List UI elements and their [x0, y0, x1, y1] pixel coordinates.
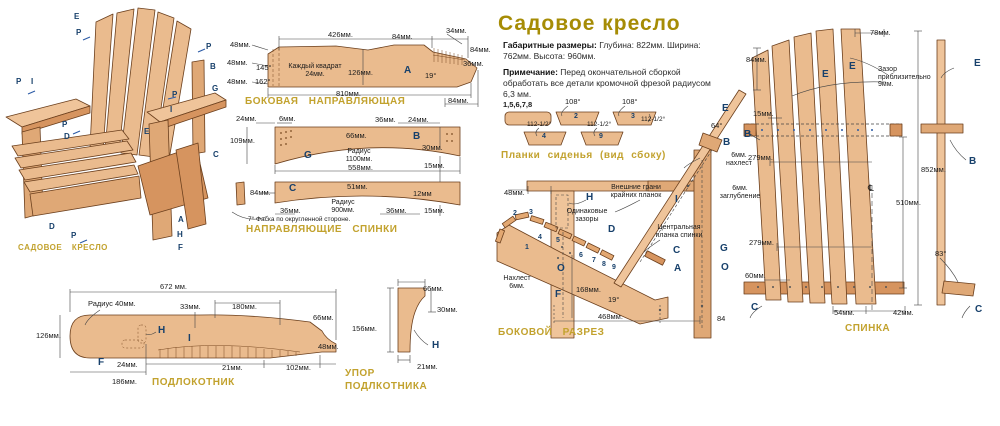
part-letter: I — [188, 333, 191, 344]
dim-label: 810мм. — [336, 89, 361, 98]
dim-label: 126мм. — [36, 331, 61, 340]
dim-label: 558мм. — [348, 163, 373, 172]
dim-label: 36мм. — [386, 206, 407, 215]
part-letter: C — [751, 302, 759, 313]
note: Центральная планка спинки — [655, 224, 703, 239]
dim-label: 51мм. — [347, 182, 368, 191]
dim-label: 156мм. — [352, 324, 377, 333]
part-letter: O — [557, 263, 565, 274]
note: 6мм. нахлест — [726, 152, 752, 167]
dims-text: Глубина: 822мм. Ширина: 762мм. Высота: 960мм. — [503, 40, 701, 61]
note: Одинаковые зазоры — [566, 208, 608, 223]
dim-label: 48мм. — [504, 188, 525, 197]
dim-label: 109мм. — [230, 136, 255, 145]
grid-note: Каждый квадрат 24мм. — [288, 63, 342, 78]
dim-label: 48мм. — [230, 40, 251, 49]
dim-label: 279мм. — [749, 238, 774, 247]
dim-label: 12мм — [413, 189, 432, 198]
callout-letter: D — [64, 132, 70, 141]
dim-label: 36мм. — [463, 59, 484, 68]
dim-label: 30мм. — [437, 305, 458, 314]
plank-number: 4 — [538, 234, 542, 241]
angle-label: 64° — [711, 121, 723, 130]
dim-label: 168мм. — [576, 285, 601, 294]
radius-note: Радиус 40мм. — [88, 299, 136, 308]
dim-label: 24мм. — [408, 115, 429, 124]
dim-label: 36мм. — [280, 206, 301, 215]
dim-label: 21мм. — [417, 362, 438, 371]
arm-support-caption: УПОР ПОДЛКОТНИКА — [345, 368, 428, 392]
centerline-mark: ℄ — [868, 183, 874, 193]
note-text: Перед окончательной сборкой обработать все детали кромочной фрезой радиусом 6,3 мм. — [503, 67, 711, 99]
angle-label: 145° — [256, 63, 272, 72]
plank-number: 9 — [599, 133, 603, 140]
part-letter: E — [849, 61, 856, 72]
plank-number: 2 — [513, 210, 517, 217]
dim-label: 84мм. — [746, 55, 767, 64]
dim-label: 186мм. — [112, 377, 137, 386]
dim-label: 30мм. — [422, 143, 443, 152]
dim-label: 426мм. — [328, 30, 353, 39]
back-rails-caption: НАПРАВЛЯЮЩИЕ СПИНКИ — [246, 224, 398, 235]
callout-letter: E — [144, 127, 150, 136]
dim-label: 48мм. — [227, 77, 248, 86]
plank-number: 2 — [574, 113, 578, 120]
part-letter: F — [555, 289, 562, 300]
chamfer-note: 7° Фаска по округленной стороне. — [248, 216, 351, 223]
angle-label: 19° — [425, 71, 437, 80]
dim-label: 84мм. — [470, 45, 491, 54]
dim-label: 15мм. — [424, 161, 445, 170]
part-letter: F — [98, 357, 105, 368]
dim-label: 48мм. — [318, 342, 339, 351]
plank-ids: 1,5,6,7,8 — [503, 100, 533, 109]
callout-letter: F — [178, 243, 183, 252]
dim-label: 36мм. — [375, 115, 396, 124]
callout-letter: C — [213, 150, 219, 159]
part-letter: H — [586, 192, 594, 203]
part-letter: H — [432, 340, 440, 351]
part-letter: C — [975, 304, 983, 315]
angle-label: 83° — [935, 249, 947, 258]
dim-label: 84мм. — [250, 188, 271, 197]
note: Нахлест 6мм. — [503, 275, 531, 290]
plank-number: 5 — [556, 237, 560, 244]
dim-label: 102мм. — [286, 363, 311, 372]
part-letter: E — [822, 69, 829, 80]
dim-label: 66мм. — [313, 313, 334, 322]
dim-label: 54мм. — [834, 308, 855, 317]
callout-letter: I — [170, 105, 173, 114]
plank-number: 1 — [525, 244, 529, 251]
dim-label: 279мм. — [748, 153, 773, 162]
callout-letter: D — [49, 222, 55, 231]
dim-label: 672 мм. — [160, 282, 187, 291]
chair-caption: САДОВОЕ КРЕСЛО — [18, 243, 108, 252]
dim-label: 6мм. — [279, 114, 296, 123]
plank-number: 6 — [579, 252, 583, 259]
part-letter: B — [413, 131, 421, 142]
plank-number: 7 — [592, 257, 596, 264]
dim-label: 84мм. — [448, 96, 469, 105]
part-letter: I — [675, 194, 678, 205]
callout-letter: G — [212, 84, 219, 93]
callout-letter: E — [74, 12, 80, 21]
part-letter: D — [608, 224, 616, 235]
dim-label: 48мм. — [227, 58, 248, 67]
page-title: Садовое кресло — [498, 12, 681, 35]
plank-number: 9 — [612, 264, 616, 271]
note: 6мм. заглубление — [719, 185, 761, 200]
angle-label: 108° — [622, 97, 638, 106]
part-letter: G — [304, 150, 312, 161]
part-letter: B — [744, 129, 752, 140]
angle-label: 112-1/2° — [641, 116, 666, 123]
seat-planks-caption: Планки сиденья (вид сбоку) — [501, 150, 666, 161]
dim-label: 21мм. — [222, 363, 243, 372]
callout-letter: A — [178, 215, 184, 224]
dim-label: 180мм. — [232, 302, 257, 311]
dim-label: 468мм. — [598, 312, 623, 321]
callout-letter: B — [210, 62, 216, 71]
chair-illustration — [6, 8, 226, 243]
dim-label: 84мм. — [392, 32, 413, 41]
dim-label: 34мм. — [446, 26, 467, 35]
side-rail-caption: БОКОВАЯ НАПРАВЛЯЮЩАЯ — [245, 96, 406, 107]
part-letter: O — [721, 262, 729, 273]
note: Внешние грани крайних планок — [610, 184, 662, 199]
part-letter: C — [673, 245, 681, 256]
plank-number: 8 — [602, 261, 606, 268]
dim-label: 66мм. — [346, 131, 367, 140]
dim-label: 15мм. — [753, 109, 774, 118]
plank-number: 3 — [631, 113, 635, 120]
dim-label: 510мм. — [896, 198, 921, 207]
part-letter: H — [158, 325, 166, 336]
dim-label: 78мм. — [870, 28, 891, 37]
part-letter: A — [404, 65, 412, 76]
plank-number: 3 — [529, 209, 533, 216]
dim-label: 42мм. — [893, 308, 914, 317]
part-letter: A — [674, 263, 682, 274]
dim-label: 84 — [717, 314, 726, 323]
callout-letter: H — [177, 230, 183, 239]
part-letter: C — [289, 183, 297, 194]
part-letter: E — [974, 58, 981, 69]
dim-label: 66мм. — [423, 284, 444, 293]
angle-label: 112-1/2° — [587, 121, 612, 128]
side-section-caption: БОКОВОЙ РАЗРЕЗ — [498, 327, 605, 338]
note-label: Примечание: — [503, 67, 558, 78]
callout-letter: P — [71, 231, 77, 240]
part-letter: B — [723, 137, 731, 148]
callout-letter: P — [76, 28, 82, 37]
callout-letter: I — [31, 77, 34, 86]
angle-label: 108° — [565, 97, 581, 106]
angle-label: 19° — [608, 295, 620, 304]
dims-label: Габаритные размеры: — [503, 40, 597, 50]
part-letter: E — [722, 103, 729, 114]
callout-letter: P — [206, 42, 212, 51]
dim-label: 60мм. — [745, 271, 766, 280]
back-caption: СПИНКА — [845, 323, 891, 334]
callout-letter: P — [172, 90, 178, 99]
dim-label: 15мм. — [424, 206, 445, 215]
part-letter: B — [969, 156, 977, 167]
angle-label: 112-1/2° — [527, 121, 552, 128]
angle-label: 162° — [255, 77, 271, 86]
radius-note: Радиус 900мм. — [331, 199, 355, 214]
dim-label: 33мм. — [180, 302, 201, 311]
callout-letter: P — [62, 120, 68, 129]
dim-label: 24мм. — [236, 114, 257, 123]
dim-label: 126мм. — [348, 68, 373, 77]
radius-note: Радиус 1100мм. — [345, 148, 373, 163]
plank-number: 4 — [542, 133, 546, 140]
dim-label: 852мм. — [921, 165, 946, 174]
title-notes — [503, 40, 713, 105]
part-letter: G — [720, 243, 728, 254]
armrest-caption: ПОДЛОКОТНИК — [152, 377, 235, 388]
gap-note: Зазор приблизительно 9мм. — [878, 66, 931, 89]
dim-label: 24мм. — [117, 360, 138, 369]
callout-letter: P — [16, 77, 22, 86]
